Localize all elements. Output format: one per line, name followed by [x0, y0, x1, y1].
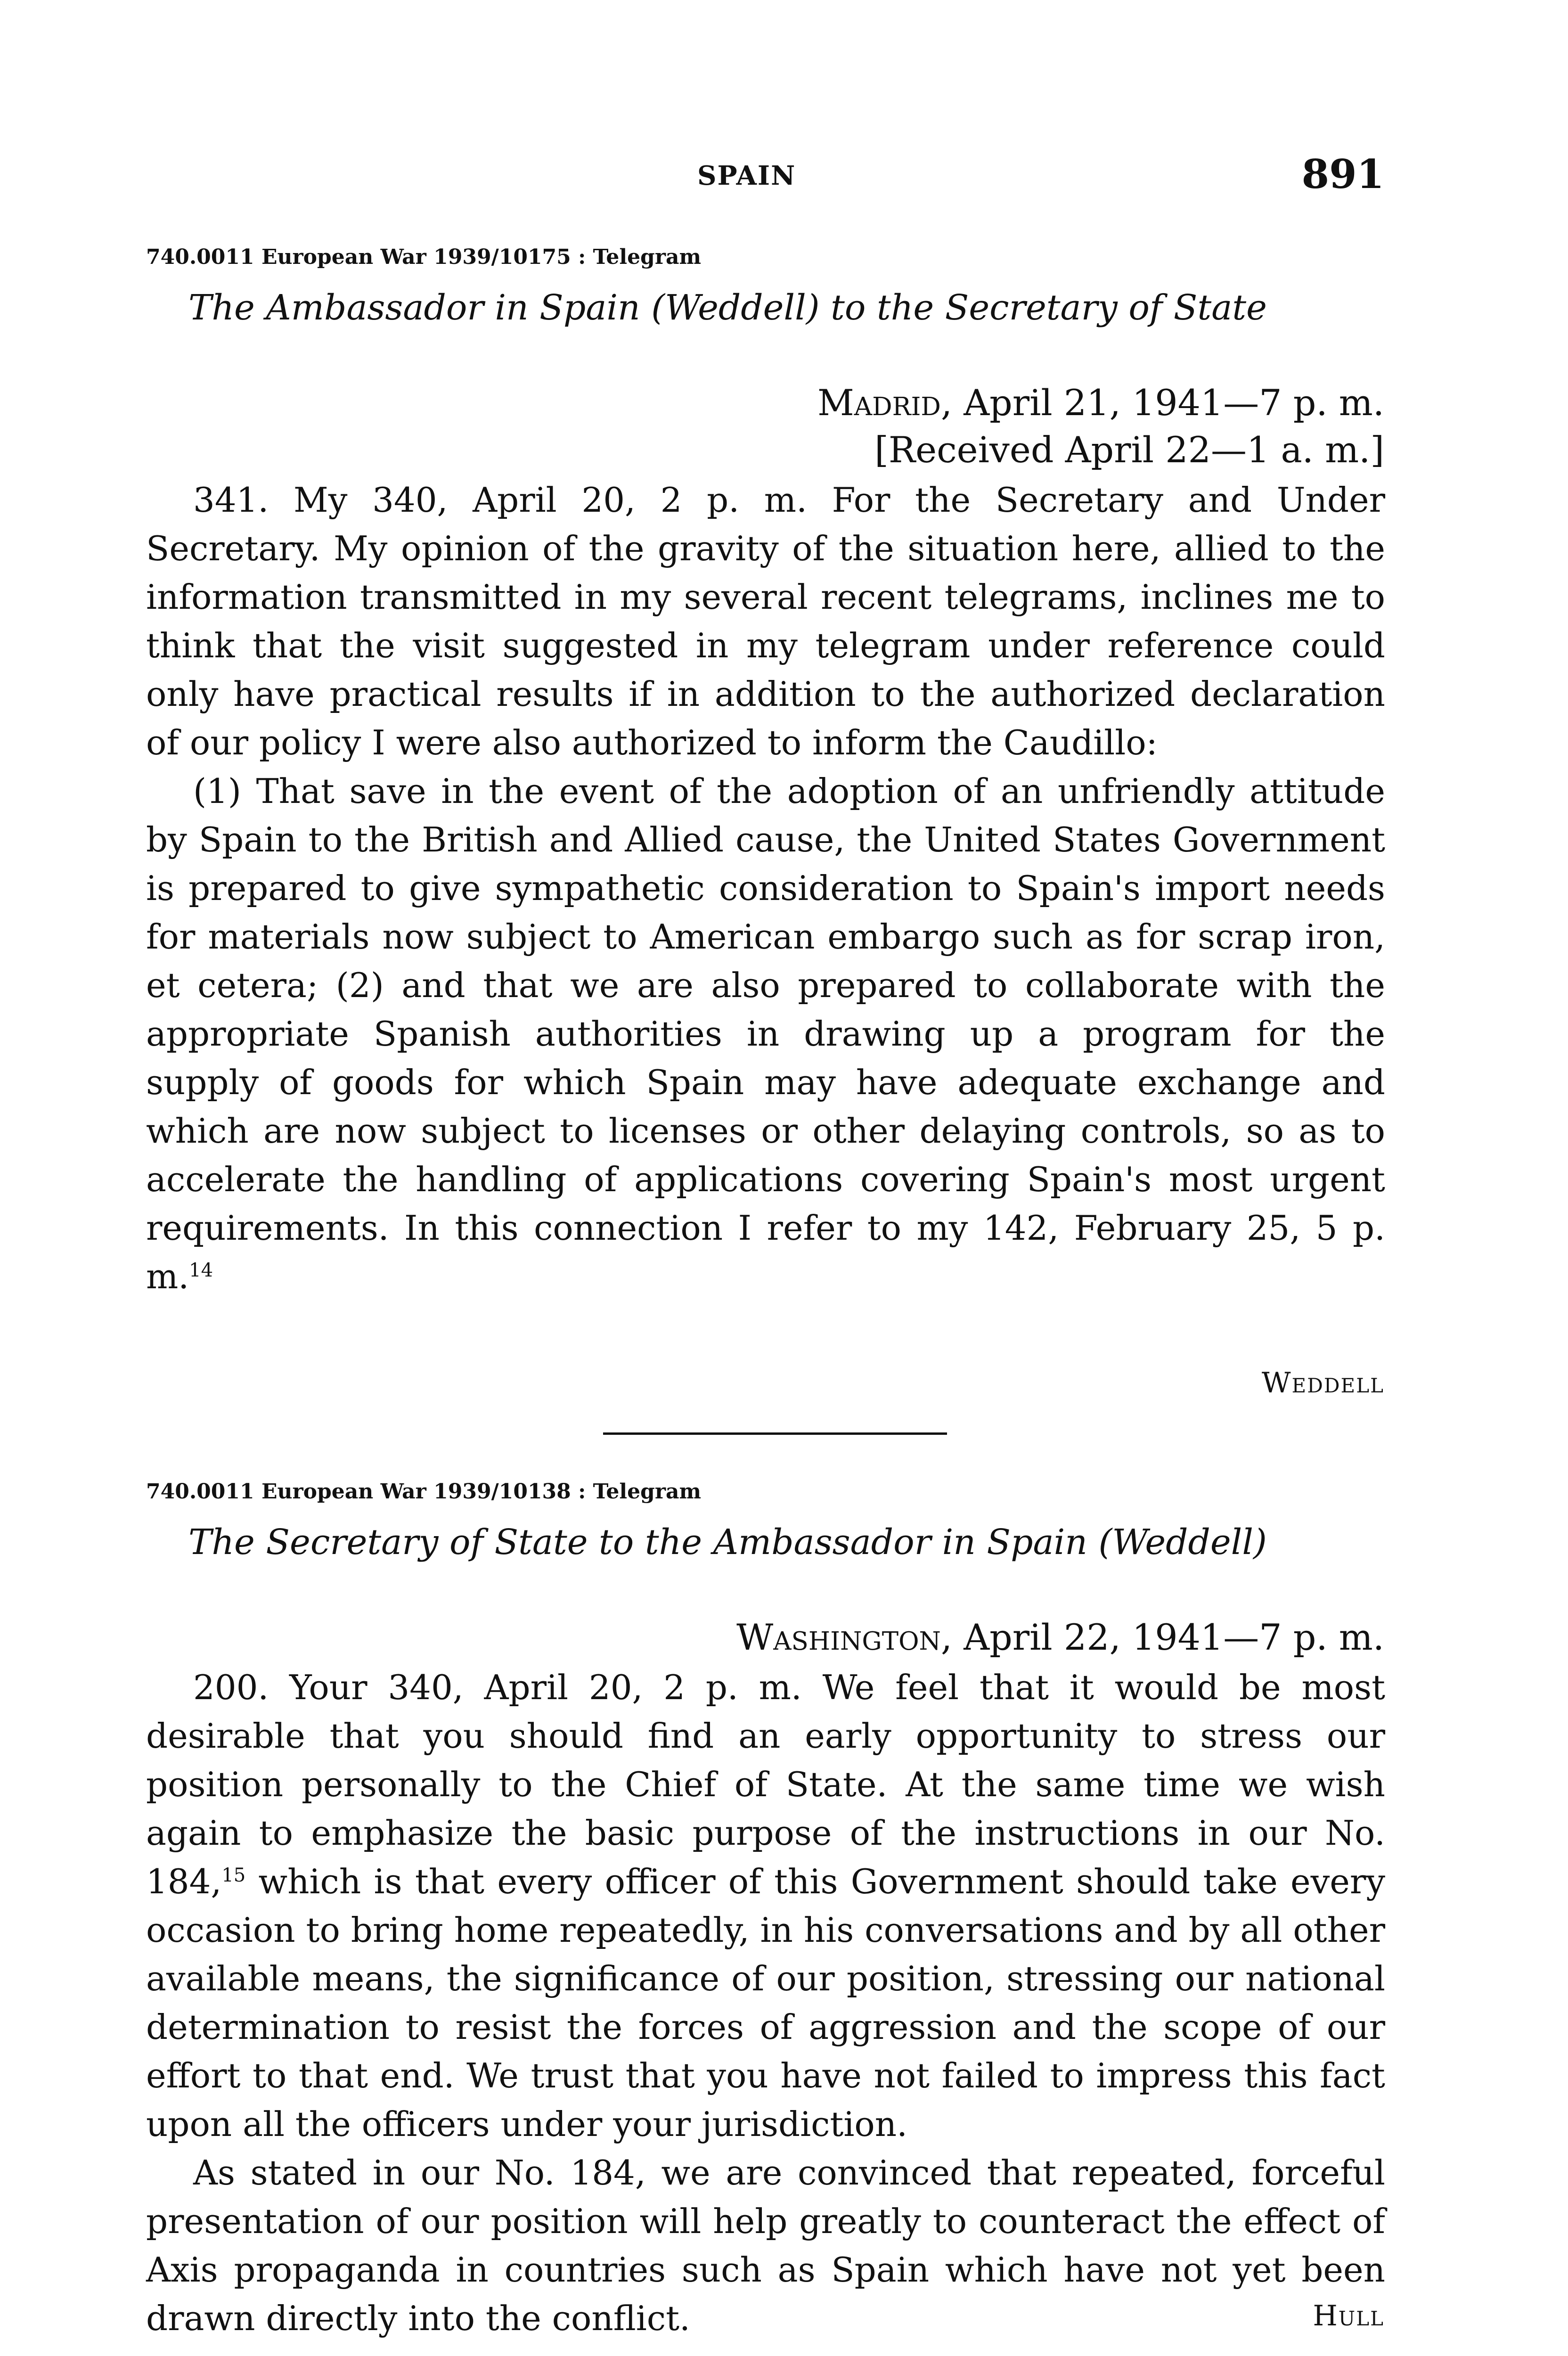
doc1-dateline	[817, 382, 1384, 424]
doc1-paragraph-2-text: (1) That save in the event of the adoption of an unfriendly attitude by Spain to the British and Allied cause, the United States Government is prepared to give sympathetic consideration to Spain's import needs for materials now subject to American embargo such as for scrap iron, et cetera; (2) and that we are also prepared to collaborate with the appropriate Spanish authorities in drawing up a program for the supply of goods for which Spain may have adequate exchange and which are now subject to licenses or other delaying controls, so as to accelerate the handling of applications covering Spain's most urgent requirements. In this connection I refer to my 142, February 25, 5 p. m.	[146, 771, 1385, 1296]
footnote-ref-15: 15	[221, 1865, 246, 1886]
doc2-paragraph-1-text-b: which is that every officer of this Government should take every occasion to bring home repeatedly, in his conversations and by all other available means, the significance of our position, stressing our national determination to resist the forces of aggression and the scope of our effort to that end. We trust that you have not failed to impress this fact upon all the officers under your jurisdiction.	[146, 1862, 1385, 2144]
doc2-file-reference: 740.0011 European War 1939/10138 : Telegram	[146, 1480, 702, 1504]
doc1-body	[146, 476, 1385, 1301]
doc2-paragraph-2: As stated in our No. 184, we are convinced that repeated, forceful presentation of our position will help greatly to counteract the effect of Axis propaganda in countries such as Spain which have not yet been drawn directly into the conflict.	[146, 2153, 1385, 2338]
doc1-received: [Received April 22—1 a. m.]	[874, 429, 1384, 471]
doc2-signature: Hull	[1313, 2299, 1384, 2332]
doc2-dateline-date: , April 22, 1941—7 p. m.	[940, 1616, 1384, 1658]
doc2-paragraph-1	[146, 1663, 1385, 2149]
doc1-dateline-place: Madrid	[817, 382, 941, 424]
doc1-signature: Weddell	[1261, 1366, 1384, 1399]
doc2-title: The Secretary of State to the Ambassador in Spain (Weddell)	[188, 1522, 1267, 1562]
doc2-dateline	[736, 1616, 1384, 1658]
doc2-paragraph-1-text-a: 200. Your 340, April 20, 2 p. m. We feel that it would be most desirable that you should find an early opportunity to stress our position personally to the Chief of State. At the same time we wish again to emphasize the basic purpose of the instructions in our No. 184,	[146, 1668, 1385, 1901]
running-head: SPAIN	[697, 160, 796, 191]
doc1-file-reference: 740.0011 European War 1939/10175 : Telegram	[146, 245, 702, 269]
section-divider	[603, 1432, 947, 1435]
doc1-paragraph-1: 341. My 340, April 20, 2 p. m. For the Secretary and Under Secretary. My opinion of the gravity of the situation here, allied to the information transmitted in my several recent telegrams, inclines me to think that the visit suggested in my telegram under reference could only have practical results if in addition to the authorized declaration of our policy I were also authorized to inform the Caudillo:	[146, 480, 1385, 762]
footnote-ref-14: 14	[189, 1260, 213, 1281]
doc2-body	[146, 1663, 1385, 2343]
doc1-title: The Ambassador in Spain (Weddell) to the Secretary of State	[188, 287, 1267, 328]
page-number: 891	[1301, 151, 1384, 197]
doc2-dateline-place: Washington	[736, 1616, 941, 1658]
doc1-paragraph-2	[146, 767, 1385, 1301]
doc1-dateline-date: , April 21, 1941—7 p. m.	[940, 382, 1384, 424]
